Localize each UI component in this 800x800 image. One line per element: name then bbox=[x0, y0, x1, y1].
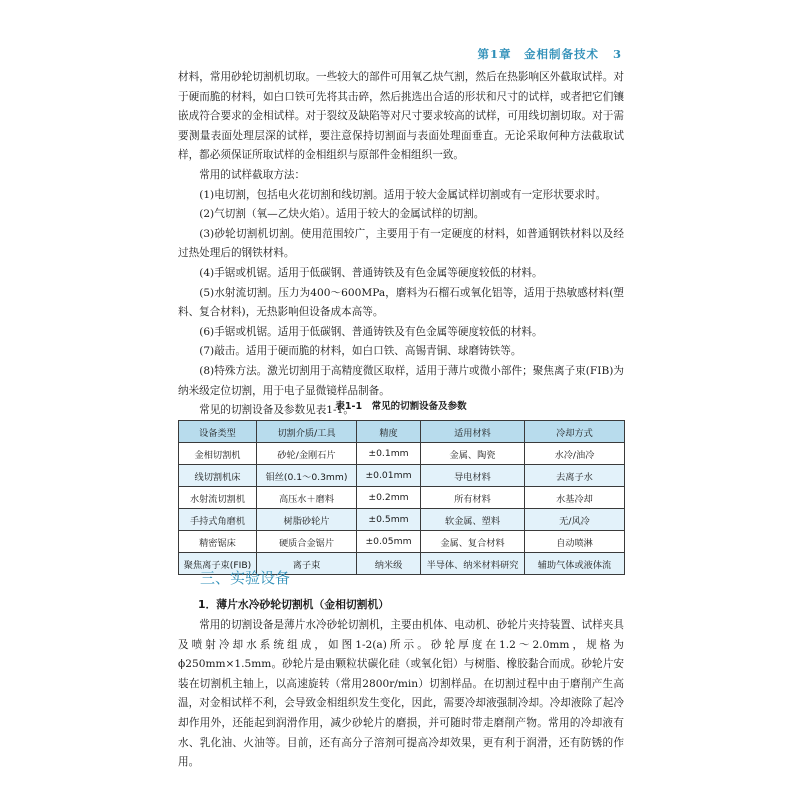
table-caption: 表1-1 常见的切割设备及参数 bbox=[335, 401, 467, 412]
table-cell: ±0.1mm bbox=[357, 443, 421, 465]
table-cell: 聚焦离子束(FIB) bbox=[179, 553, 257, 575]
table-cell: 手持式角磨机 bbox=[179, 509, 257, 531]
table-cell: ±0.05mm bbox=[357, 531, 421, 553]
table-cell: 砂轮/金刚石片 bbox=[257, 443, 357, 465]
column-header: 精度 bbox=[357, 421, 421, 443]
table-cell: 导电材料 bbox=[421, 465, 525, 487]
table-row bbox=[179, 509, 625, 531]
table-cell: ±0.2mm bbox=[357, 487, 421, 509]
equipment-table bbox=[178, 420, 625, 575]
table-cell: 水冷/油冷 bbox=[525, 443, 625, 465]
table-row bbox=[179, 487, 625, 509]
column-header: 冷却方式 bbox=[525, 421, 625, 443]
section-heading: 三、实验设备 bbox=[200, 569, 291, 587]
table-cell: 高压水＋磨料 bbox=[257, 487, 357, 509]
table-cell: 自动喷淋 bbox=[525, 531, 625, 553]
column-header: 设备类型 bbox=[179, 421, 257, 443]
table-cell: 离子束 bbox=[257, 553, 357, 575]
table-cell: 半导体、纳米材料研究 bbox=[421, 553, 525, 575]
list-item: (4)手锯或机锯。适用于低碳钢、普通铸铁及有色金属等硬度较低的材料。 bbox=[199, 266, 543, 279]
table-cell: 纳米级 bbox=[357, 553, 421, 575]
table-cell: 精密锯床 bbox=[179, 531, 257, 553]
table-cell: 线切割机床 bbox=[179, 465, 257, 487]
table-cell: 金属、复合材料 bbox=[421, 531, 525, 553]
section-body bbox=[178, 616, 624, 773]
column-header: 切割介质/工具 bbox=[257, 421, 357, 443]
table-cell: 所有材料 bbox=[421, 487, 525, 509]
table-row bbox=[179, 531, 625, 553]
equipment-table-block bbox=[178, 398, 624, 575]
running-header bbox=[477, 46, 622, 62]
list-item: (1)电切割，包括电火花切割和线切割。适用于较大金属试样切割或有一定形状要求时。 bbox=[199, 188, 607, 201]
table-cell: 金属、陶瓷 bbox=[421, 443, 525, 465]
list-item: (3)砂轮切割机切割。使用范围较广，主要用于有一定硬度的材料，如普通钢铁材料以及经过热处理后的钢铁材料。 bbox=[178, 227, 624, 260]
table-cell: 树脂砂轮片 bbox=[257, 509, 357, 531]
table-cell: 金相切割机 bbox=[179, 443, 257, 465]
paragraph: 常用的试样截取方法： bbox=[199, 168, 306, 181]
intro-text bbox=[178, 68, 624, 421]
page-number: 3 bbox=[612, 47, 622, 61]
table-cell: 辅助气体或液体流 bbox=[525, 553, 625, 575]
chapter-title: 第1章 金相制备技术 bbox=[477, 47, 599, 61]
subsection-heading: 1．薄片水冷砂轮切割机（金相切割机） bbox=[198, 598, 390, 611]
list-item: (2)气切割（氧—乙炔火焰）。适用于较大的金属试样的切割。 bbox=[199, 208, 485, 221]
list-item: (6)手锯或机锯。适用于低碳钢、普通铸铁及有色金属等硬度较低的材料。 bbox=[199, 325, 543, 338]
table-cell: 去离子水 bbox=[525, 465, 625, 487]
table-cell: 软金属、塑料 bbox=[421, 509, 525, 531]
table-cell: 水射流切割机 bbox=[179, 487, 257, 509]
table-cell: ±0.01mm bbox=[357, 465, 421, 487]
column-header: 适用材料 bbox=[421, 421, 525, 443]
table-cell: ±0.5mm bbox=[357, 509, 421, 531]
table-cell: 水基冷却 bbox=[525, 487, 625, 509]
table-cell: 无/风冷 bbox=[525, 509, 625, 531]
table-row bbox=[179, 443, 625, 465]
table-cell: 钼丝(0.1～0.3mm) bbox=[257, 465, 357, 487]
table-row bbox=[179, 465, 625, 487]
list-item: (8)特殊方法。激光切割用于高精度微区取样，适用于薄片或微小部件；聚焦离子束(FIB)为纳米级定位切割，用于电子显微镜样品制备。 bbox=[178, 364, 624, 397]
paragraph: 常见的切割设备及参数见表1-1。 bbox=[199, 404, 354, 417]
table-cell: 硬质合金锯片 bbox=[257, 531, 357, 553]
paragraph: 材料，常用砂轮切割机切取。一些较大的部件可用氧乙炔气割，然后在热影响区外截取试样。对于硬而脆的材料，如白口铁可先将其击碎，然后挑选出合适的形状和尺寸的试样，或者把它们镶嵌成符合要求的金相试样。对于裂纹及缺陷等对尺寸要求较高的试样，可用线切割切取。对于需要测量表面处理层深的试样，要注意保持切割面与表面处理面垂直。无论采取何种方法截取试样，都必须保证所取试样的金相组织与原部件金相组织一致。 bbox=[178, 71, 624, 162]
list-item: (5)水射流切割。压力为400～600MPa，磨料为石榴石或氧化铝等，适用于热敏感材料(塑料、复合材料)，无热影响但设备成本高等。 bbox=[178, 286, 624, 319]
table-header-row bbox=[179, 421, 625, 443]
list-item: (7)敲击。适用于硬而脆的材料，如白口铁、高锡青铜、球磨铸铁等。 bbox=[199, 345, 522, 358]
paragraph: 常用的切割设备是薄片水冷砂轮切割机，主要由机体、电动机、砂轮片夹持装置、试样夹具及喷射冷却水系统组成，如图1-2(a)所示。砂轮厚度在1.2～2.0mm，规格为ϕ250mm×1.5mm。砂轮片是由颗粒状碳化硅（或氧化铝）与树脂、橡胶黏合而成。砂轮片安装在切割机主轴上，以高速旋转（常用2800r/min）切割样品。在切割过程中由于磨削产生高温，对金相试样不利，会导致金相组织发生变化，因此，需要冷却液强制冷却。冷却液除了起冷却作用外，还能起到润滑作用，减少砂轮片的磨损，并可随时带走磨削产物。常用的冷却液有水、乳化油、火油等。目前，还有高分子溶剂可提高冷却效果，更有利于润滑，还有防锈的作用。 bbox=[178, 619, 624, 769]
